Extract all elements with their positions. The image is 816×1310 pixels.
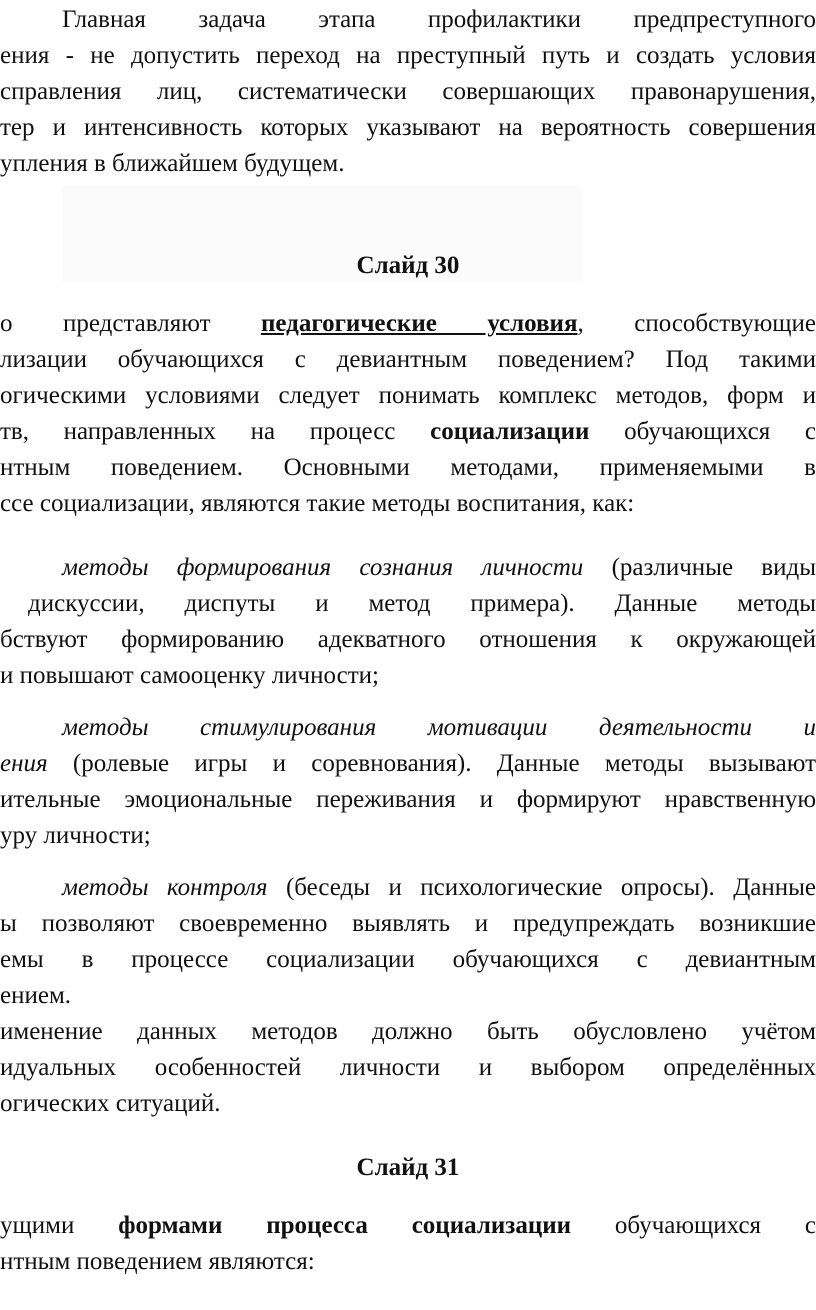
paragraph-line xyxy=(0,74,816,110)
paragraph-line xyxy=(0,414,816,450)
method-item-line xyxy=(0,622,816,658)
text-span: упления в ближайшем будущем. xyxy=(0,150,345,177)
text-span: (ролевые игры и соревнования). Данные методы вызывают xyxy=(72,750,816,777)
paragraph-line xyxy=(0,1050,816,1086)
paragraph-line xyxy=(0,146,816,182)
text-span: справления лиц, систематически совершающих правонарушения, xyxy=(0,78,816,105)
text-span: и повышают самооценку личности; xyxy=(0,662,379,689)
text-span: емы в процессе социализации обучающихся с девиантным xyxy=(0,946,816,973)
method-item-line xyxy=(0,818,816,854)
method-item-line xyxy=(0,906,816,942)
text-span: дискуссии, диспуты и метод примера). Данные методы xyxy=(28,590,816,617)
text-span: бствуют формированию адекватного отношения к окружающей xyxy=(0,626,816,653)
paragraph-line xyxy=(0,38,816,74)
paragraph-line xyxy=(0,110,816,146)
text-span: (беседы и психологические опросы). Данные xyxy=(285,874,816,901)
text-span: идуальных особенностей личности и выбором определённых xyxy=(0,1054,816,1081)
paragraph-line xyxy=(0,2,816,38)
key-term: педагогические условия xyxy=(261,310,578,337)
paragraph-line xyxy=(0,342,816,378)
method-term: методы контроля xyxy=(62,874,268,901)
text-span: ительные эмоциональные переживания и формируют нравственную xyxy=(0,786,816,813)
paragraph-line xyxy=(0,1244,816,1280)
paragraph-line xyxy=(0,306,816,342)
method-item-line xyxy=(0,710,816,746)
paragraph-line xyxy=(0,1086,816,1122)
text-span: нтным поведением. Основными методами, применяемыми в xyxy=(0,454,816,481)
text-span: обучающихся с xyxy=(614,1212,816,1239)
paragraph-line xyxy=(0,1208,816,1244)
slide-31-heading xyxy=(0,1150,816,1186)
heading-text: Слайд 30 xyxy=(356,252,460,279)
paragraph-line xyxy=(0,486,816,522)
method-term: методы стимулирования мотивации деятельности и xyxy=(62,714,816,741)
method-item-line xyxy=(0,782,816,818)
text-span: огическими условиями следует понимать комплекс методов, форм и xyxy=(0,382,816,409)
text-span: именение данных методов должно быть обусловлено учётом xyxy=(0,1018,816,1045)
text-span: Главная задача этапа профилактики предпреступного xyxy=(62,6,816,33)
text-span: ущими xyxy=(0,1212,75,1239)
text-span: обучающихся с xyxy=(624,418,816,445)
key-term: социализации xyxy=(430,418,590,445)
method-item-line xyxy=(0,978,816,1014)
method-term: ения xyxy=(0,750,48,777)
method-item-line xyxy=(0,746,816,782)
text-span: ения - не допустить переход на преступный путь и создать условия xyxy=(0,42,816,69)
method-item-line xyxy=(0,586,816,622)
text-span: ением. xyxy=(0,982,72,1009)
text-span: огических ситуаций. xyxy=(0,1090,221,1117)
text-span: нтным поведением являются: xyxy=(0,1248,315,1275)
paragraph-line xyxy=(0,450,816,486)
method-term: методы формирования сознания личности xyxy=(62,554,584,581)
method-item-line xyxy=(0,550,816,586)
text-span: тв, направленных на процесс xyxy=(0,418,396,445)
heading-text: Слайд 31 xyxy=(356,1154,460,1181)
method-item-line xyxy=(0,942,816,978)
text-span: , способствующие xyxy=(577,310,816,337)
text-span: ссе социализации, являются такие методы воспитания, как: xyxy=(0,490,635,517)
method-item-line xyxy=(0,870,816,906)
text-span: тер и интенсивность которых указывают на вероятность совершения xyxy=(0,114,816,141)
slide-30-heading xyxy=(0,248,816,284)
paragraph-line xyxy=(0,378,816,414)
text-span: лизации обучающихся с девиантным поведением? Под такими xyxy=(0,346,816,373)
text-span: о представляют xyxy=(0,310,211,337)
text-span: уру личности; xyxy=(0,822,151,849)
key-term: формами процесса социализации xyxy=(118,1212,572,1239)
text-span: (различные виды xyxy=(611,554,816,581)
method-item-line xyxy=(0,658,816,694)
text-span: ы позволяют своевременно выявлять и предупреждать возникшие xyxy=(0,910,816,937)
paragraph-line xyxy=(0,1014,816,1050)
